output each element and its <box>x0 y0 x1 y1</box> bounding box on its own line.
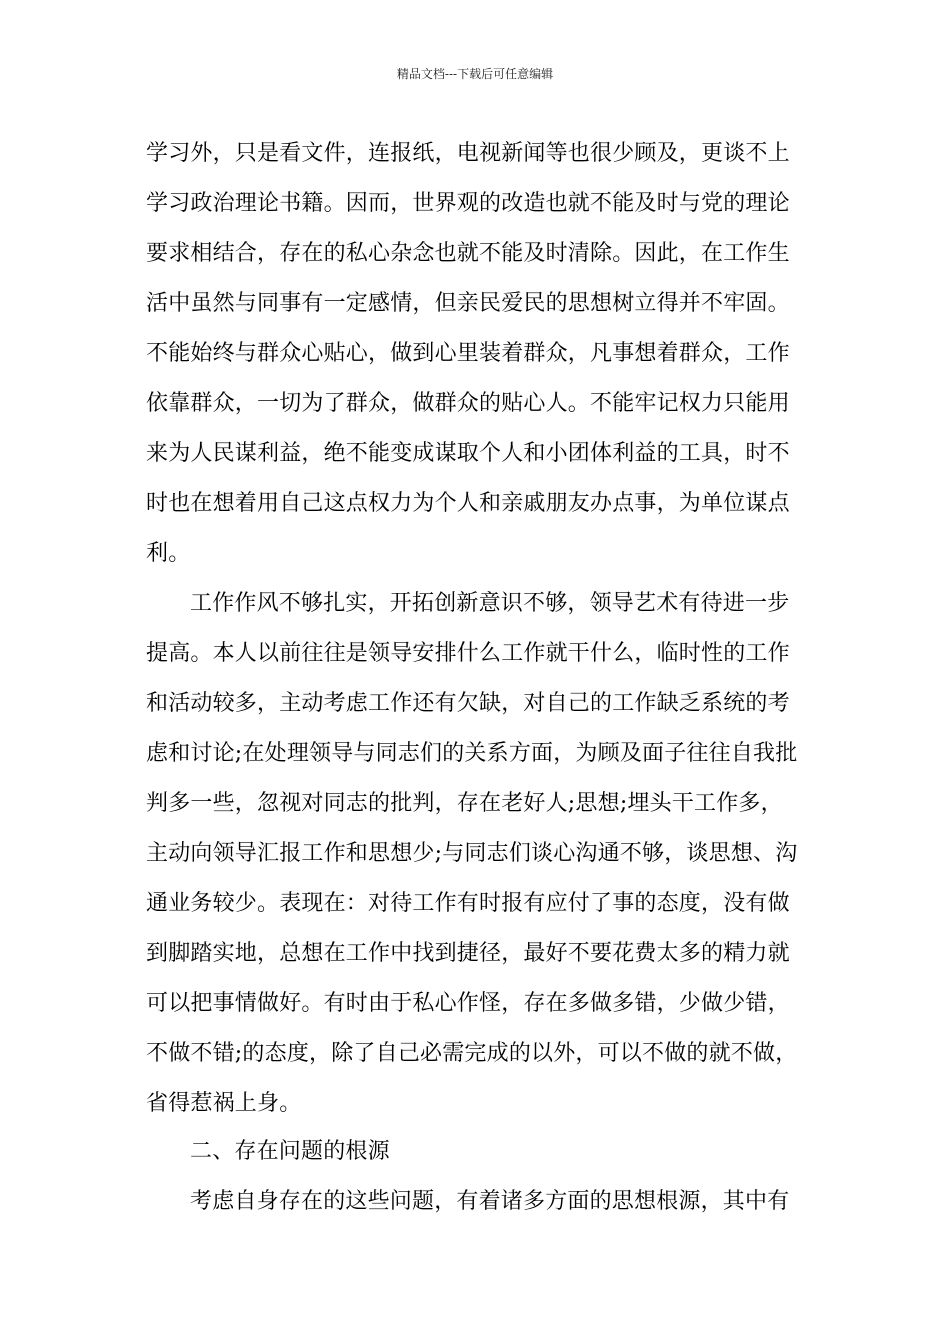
text-line: 通业务较少。表现在：对待工作有时报有应付了事的态度，没有做 <box>146 891 790 916</box>
paragraph-first-line: 工作作风不够扎实，开拓创新意识不够，领导艺术有待进一步 <box>190 591 790 616</box>
text-line: 利。 <box>146 541 191 566</box>
text-line: 到脚踏实地，总想在工作中找到捷径，最好不要花费太多的精力就 <box>146 941 790 966</box>
text-line: 来为人民谋利益，绝不能变成谋取个人和小团体利益的工具，时不 <box>146 441 790 466</box>
text-line: 主动向领导汇报工作和思想少;与同志们谈心沟通不够，谈思想、沟 <box>146 841 798 866</box>
text-line: 学习外，只是看文件，连报纸，电视新闻等也很少顾及，更谈不上 <box>146 141 790 166</box>
text-line: 要求相结合，存在的私心杂念也就不能及时清除。因此，在工作生 <box>146 241 790 266</box>
text-line: 和活动较多，主动考虑工作还有欠缺，对自己的工作缺乏系统的考 <box>146 691 790 716</box>
text-line: 不做不错;的态度，除了自己必需完成的以外，可以不做的就不做， <box>146 1041 798 1066</box>
section-heading: 二、存在问题的根源 <box>190 1139 390 1164</box>
text-line: 判多一些，忽视对同志的批判，存在老好人;思想;埋头干工作多， <box>146 791 783 816</box>
page-header: 精品文档---下载后可任意编辑 <box>396 67 554 81</box>
text-line: 活中虽然与同事有一定感情，但亲民爱民的思想树立得并不牢固。 <box>146 291 790 316</box>
text-line: 学习政治理论书籍。因而，世界观的改造也就不能及时与党的理论 <box>146 191 790 216</box>
text-line: 提高。本人以前往往是领导安排什么工作就干什么，临时性的工作 <box>146 641 790 666</box>
text-line: 省得惹祸上身。 <box>146 1091 302 1116</box>
paragraph-first-line: 考虑自身存在的这些问题，有着诸多方面的思想根源，其中有 <box>190 1189 790 1214</box>
text-line: 不能始终与群众心贴心，做到心里装着群众，凡事想着群众，工作 <box>146 341 790 366</box>
text-line: 可以把事情做好。有时由于私心作怪，存在多做多错，少做少错， <box>146 991 790 1016</box>
text-line: 虑和讨论;在处理领导与同志们的关系方面，为顾及面子往往自我批 <box>146 741 798 766</box>
text-line: 依靠群众，一切为了群众，做群众的贴心人。不能牢记权力只能用 <box>146 391 790 416</box>
text-line: 时也在想着用自己这点权力为个人和亲戚朋友办点事，为单位谋点 <box>146 491 790 516</box>
